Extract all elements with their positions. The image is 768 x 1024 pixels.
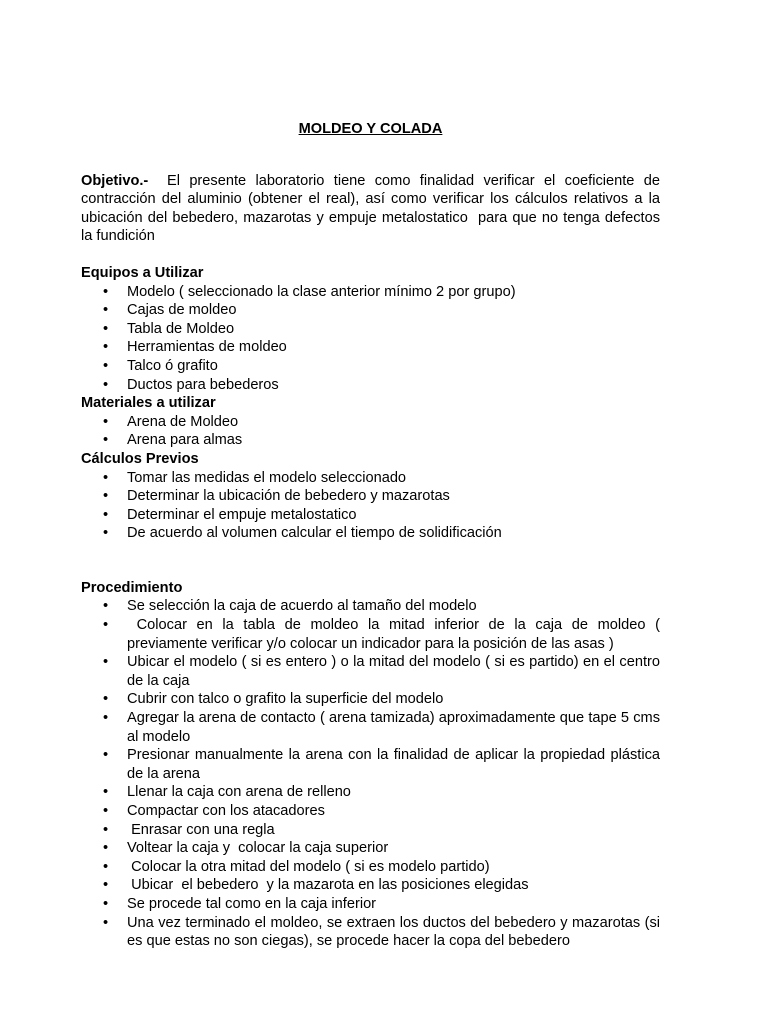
bullet-icon: • [103, 598, 109, 615]
list-item [81, 524, 660, 543]
bullet-icon: • [103, 283, 109, 300]
list-item [81, 320, 660, 339]
list-item-text: Compactar con los atacadores [127, 803, 325, 819]
list-item [81, 709, 665, 746]
list-item [81, 506, 660, 525]
objective-label: Objetivo.- [81, 172, 149, 189]
list-item-text: Enrasar con una regla [127, 821, 275, 838]
bullet-icon: • [103, 302, 109, 319]
list-item [81, 376, 660, 395]
list-item-text: Cajas de moldeo [127, 302, 237, 319]
list-item-text: Voltear la caja y colocar la caja superior [127, 840, 389, 857]
list-item [81, 876, 660, 895]
bullet-icon: • [103, 488, 109, 505]
list-item [81, 301, 660, 320]
bullet-icon: • [103, 747, 109, 764]
list-item [81, 858, 660, 877]
sections-container [81, 264, 665, 951]
bullet-list-procedimiento [81, 597, 665, 950]
list-item [81, 487, 660, 506]
list-item [81, 653, 665, 690]
bullet-list-materiales [81, 413, 660, 450]
bullet-icon: • [103, 710, 109, 727]
section-heading-procedimiento: Procedimiento [81, 579, 183, 596]
list-item [81, 914, 665, 951]
objective-paragraph [81, 172, 665, 246]
list-item [81, 746, 665, 783]
list-item-text: Se selección la caja de acuerdo al tamaño del modelo [127, 598, 477, 615]
list-item-text: Ubicar el bebedero y la mazarota en las posiciones elegidas [127, 877, 529, 894]
list-item-text: Herramientas de moldeo [127, 339, 287, 356]
list-item [81, 690, 660, 709]
list-item-text: Colocar en la tabla de moldeo la mitad inferior de la caja de moldeo ( previamente verificar y/o colocar un indicador para la posición de las asas ) [127, 617, 665, 652]
bullet-icon: • [103, 858, 109, 875]
list-item-text: Agregar la arena de contacto ( arena tamizada) aproximadamente que tape 5 cms al modelo [127, 710, 665, 745]
bullet-icon: • [103, 339, 109, 356]
bullet-icon: • [103, 895, 109, 912]
list-item-text: Determinar el empuje metalostatico [127, 506, 357, 523]
list-item-text: Llenar la caja con arena de relleno [127, 784, 351, 801]
bullet-icon: • [103, 525, 109, 542]
list-item-text: Ductos para bebederos [127, 376, 279, 393]
list-item-text: Tomar las medidas el modelo seleccionado [127, 469, 407, 486]
objective-text: El presente laboratorio tiene como finalidad verificar el coeficiente de contracción del aluminio (obtener el real), así como verificar los cálculos relativos a la ubicación del bebedero, mazarotas y empuje metalostatico para que no tenga defectos la fundición [81, 172, 665, 245]
list-item [81, 895, 660, 914]
list-item-text: De acuerdo al volumen calcular el tiempo de solidificación [127, 525, 502, 542]
bullet-icon: • [103, 877, 109, 894]
list-item-text: Presionar manualmente la arena con la finalidad de aplicar la propiedad plástica de la arena [127, 747, 665, 782]
bullet-icon: • [103, 821, 109, 838]
list-item-text: Arena de Moldeo [127, 413, 239, 430]
bullet-icon: • [103, 413, 109, 430]
bullet-icon: • [103, 376, 109, 393]
list-item [81, 283, 660, 302]
bullet-icon: • [103, 784, 109, 801]
bullet-icon: • [103, 432, 109, 449]
list-item [81, 597, 660, 616]
document-title: MOLDEO Y COLADA [298, 121, 443, 137]
list-item [81, 821, 660, 840]
bullet-icon: • [103, 691, 109, 708]
list-item [81, 469, 660, 488]
list-item-text: Arena para almas [127, 432, 243, 449]
list-item [81, 431, 660, 450]
bullet-icon: • [103, 357, 109, 374]
bullet-list-calculos [81, 469, 660, 543]
bullet-icon: • [103, 506, 109, 523]
list-item-text: Ubicar el modelo ( si es entero ) o la mitad del modelo ( si es partido) en el centro de la caja [127, 654, 665, 689]
bullet-icon: • [103, 914, 109, 931]
bullet-icon: • [103, 469, 109, 486]
list-item-text: Cubrir con talco o grafito la superficie del modelo [127, 691, 444, 708]
list-item-text: Colocar la otra mitad del modelo ( si es modelo partido) [127, 858, 490, 875]
list-item-text: Modelo ( seleccionado la clase anterior mínimo 2 por grupo) [127, 283, 516, 300]
bullet-icon: • [103, 840, 109, 857]
section-heading-calculos: Cálculos Previos [81, 450, 199, 467]
list-item [81, 338, 660, 357]
bullet-icon: • [103, 654, 109, 671]
list-item [81, 802, 660, 821]
list-item [81, 413, 660, 432]
list-item-text: Se procede tal como en la caja inferior [127, 895, 377, 912]
list-item-text: Talco ó grafito [127, 357, 218, 374]
list-item-text: Tabla de Moldeo [127, 320, 235, 337]
bullet-icon: • [103, 803, 109, 819]
bullet-icon: • [103, 617, 109, 634]
list-item [81, 783, 660, 802]
list-item-text: Una vez terminado el moldeo, se extraen los ductos del bebedero y mazarotas (si es que estas no son ciegas), se procede hacer la copa del bebedero [127, 914, 665, 950]
list-item [81, 616, 665, 653]
bullet-list-equipos [81, 283, 660, 395]
section-heading-equipos: Equipos a Utilizar [81, 264, 204, 281]
bullet-icon: • [103, 320, 109, 337]
section-heading-materiales: Materiales a utilizar [81, 395, 216, 412]
list-item [81, 357, 660, 376]
list-item [81, 839, 660, 858]
list-item-text: Determinar la ubicación de bebedero y mazarotas [127, 488, 450, 505]
document-page [81, 120, 665, 951]
